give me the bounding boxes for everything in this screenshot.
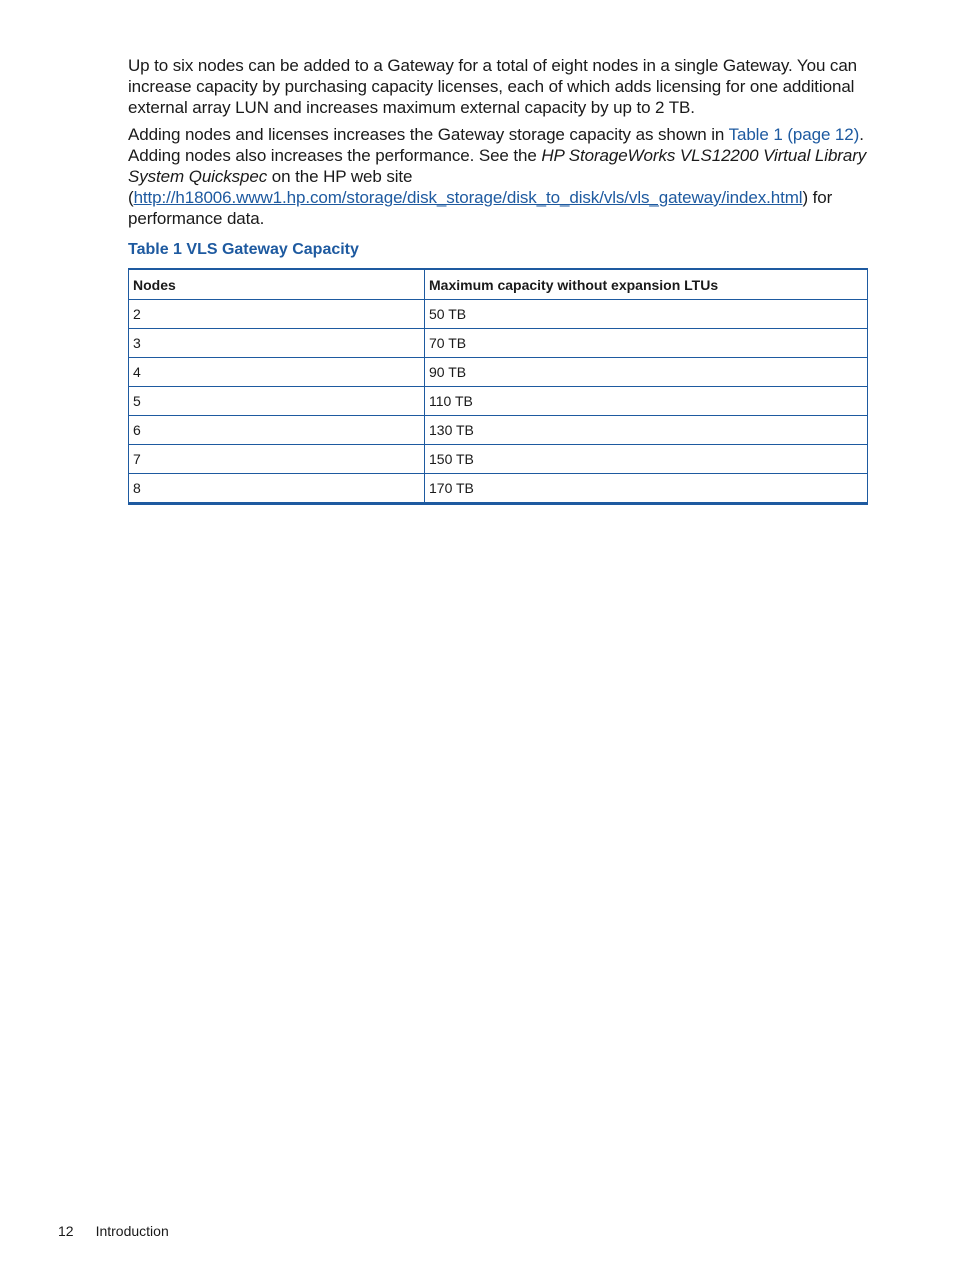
cell-nodes: 6 bbox=[129, 416, 425, 445]
table-row bbox=[129, 329, 868, 358]
cell-capacity: 150 TB bbox=[425, 445, 868, 474]
table-row bbox=[129, 358, 868, 387]
cell-nodes: 8 bbox=[129, 474, 425, 504]
cell-capacity: 110 TB bbox=[425, 387, 868, 416]
table-header-row bbox=[129, 269, 868, 300]
table-row bbox=[129, 445, 868, 474]
paragraph-text: on the HP web site ( bbox=[128, 167, 413, 207]
paragraph-text: ) for performance data. bbox=[128, 188, 833, 228]
cell-nodes: 2 bbox=[129, 300, 425, 329]
table-row bbox=[129, 474, 868, 504]
cell-nodes: 7 bbox=[129, 445, 425, 474]
paragraph-text: . Adding nodes also increases the performance. See the bbox=[128, 125, 864, 165]
cell-capacity: 90 TB bbox=[425, 358, 868, 387]
table-caption: Table 1 VLS Gateway Capacity bbox=[128, 241, 359, 258]
cell-capacity: 170 TB bbox=[425, 474, 868, 504]
quickspec-title: HP StorageWorks VLS12200 Virtual Library System Quickspec bbox=[128, 146, 867, 186]
table-row bbox=[129, 416, 868, 445]
page-footer bbox=[58, 1223, 169, 1239]
capacity-paragraph bbox=[128, 124, 868, 229]
table-row bbox=[129, 300, 868, 329]
hp-web-site-link[interactable]: http://h18006.www1.hp.com/storage/disk_storage/disk_to_disk/vls/vls_gateway/index.html bbox=[133, 188, 803, 207]
cell-capacity: 70 TB bbox=[425, 329, 868, 358]
cell-nodes: 5 bbox=[129, 387, 425, 416]
cell-capacity: 50 TB bbox=[425, 300, 868, 329]
section-name: Introduction bbox=[95, 1223, 169, 1239]
intro-paragraph: Up to six nodes can be added to a Gateway for a total of eight nodes in a single Gateway. You can increase capacity by purchasing capacity licenses, each of which adds licensing for one additional external array LUN and increases maximum external capacity by up to 2 TB. bbox=[128, 56, 858, 117]
cell-nodes: 4 bbox=[129, 358, 425, 387]
cell-capacity: 130 TB bbox=[425, 416, 868, 445]
paragraph-text: Adding nodes and licenses increases the Gateway storage capacity as shown in bbox=[128, 125, 729, 144]
table-reference-link[interactable]: Table 1 (page 12) bbox=[728, 125, 860, 144]
page-content bbox=[128, 55, 868, 505]
table-row bbox=[129, 387, 868, 416]
vls-gateway-capacity-table bbox=[128, 268, 868, 505]
cell-nodes: 3 bbox=[129, 329, 425, 358]
page-number: 12 bbox=[58, 1223, 74, 1239]
header-max-capacity: Maximum capacity without expansion LTUs bbox=[425, 269, 868, 300]
header-nodes: Nodes bbox=[129, 269, 425, 300]
